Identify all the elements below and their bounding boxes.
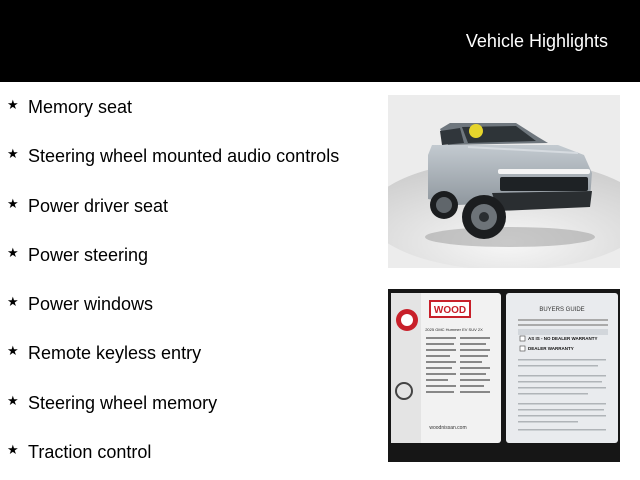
feature-label: Power windows bbox=[28, 294, 154, 315]
feature-item bbox=[0, 131, 380, 180]
feature-item bbox=[0, 427, 380, 476]
star-icon: ★ bbox=[7, 244, 19, 260]
window-sticker-illustration bbox=[388, 289, 620, 462]
feature-item bbox=[0, 279, 380, 328]
dealer-warranty-text: DEALER WARRANTY bbox=[528, 346, 574, 351]
star-icon: ★ bbox=[7, 97, 19, 112]
feature-item bbox=[0, 230, 380, 279]
window-sticker-photo[interactable] bbox=[388, 289, 620, 462]
feature-label: Memory seat bbox=[28, 97, 133, 117]
feature-label: Remote keyless entry bbox=[28, 343, 202, 364]
star-icon: ★ bbox=[7, 294, 19, 310]
feature-label: Steering wheel memory bbox=[28, 392, 218, 413]
header-bar bbox=[0, 0, 640, 82]
star-icon: ★ bbox=[7, 146, 19, 162]
feature-label: Steering wheel mounted audio controls bbox=[28, 146, 340, 167]
feature-label: Power driver seat bbox=[28, 195, 169, 216]
feature-item bbox=[0, 378, 380, 427]
feature-list bbox=[0, 82, 380, 476]
buyers-guide-title: BUYERS GUIDE bbox=[539, 307, 585, 313]
dealer-site-text: woodnissan.com bbox=[429, 425, 467, 431]
feature-label: Power steering bbox=[28, 244, 149, 265]
star-icon: ★ bbox=[7, 442, 19, 458]
vehicle-model-text: 2025 GMC Hummer EV SUV 2X bbox=[425, 327, 483, 332]
star-icon: ★ bbox=[7, 343, 19, 359]
dealer-logo-text: WOOD bbox=[433, 305, 467, 316]
page-title: Vehicle Highlights bbox=[465, 31, 608, 51]
star-icon: ★ bbox=[7, 392, 19, 408]
feature-item bbox=[0, 328, 380, 377]
vehicle-photo[interactable] bbox=[388, 95, 620, 268]
as-is-text: AS IS - NO DEALER WARRANTY bbox=[528, 336, 598, 341]
star-icon: ★ bbox=[7, 195, 19, 211]
feature-item bbox=[0, 181, 380, 230]
feature-label: Traction control bbox=[28, 442, 152, 463]
suv-illustration bbox=[388, 95, 620, 268]
feature-item bbox=[0, 82, 380, 131]
